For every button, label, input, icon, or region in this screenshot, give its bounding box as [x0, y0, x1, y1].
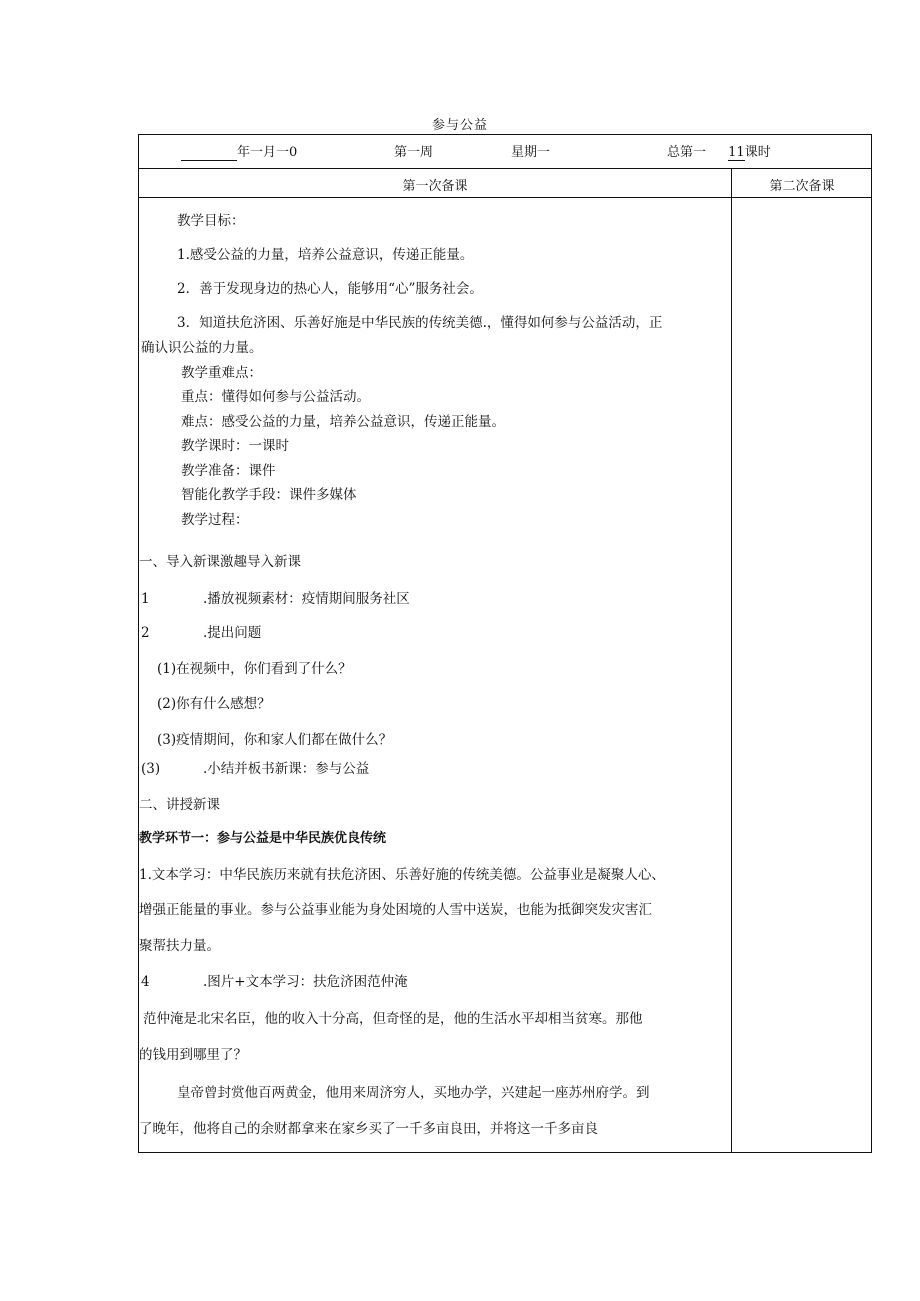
- column-divider: [731, 169, 732, 1152]
- row-divider: [139, 197, 871, 198]
- text-line: 教学目标：: [177, 213, 245, 229]
- section-heading-bold: 教学环节一：参与公益是中华民族优良传统: [139, 831, 387, 846]
- row-divider: [139, 168, 871, 169]
- text-line: 皇帝曾封赏他百两黄金，他用来周济穷人，买地办学，兴建起一座苏州府学。到: [177, 1085, 650, 1101]
- text-line: (1)在视频中，你们看到了什么？: [157, 661, 352, 677]
- text-line: 2 .提出问题: [141, 625, 262, 641]
- week-field: 第一周: [394, 145, 434, 160]
- text-line: 智能化教学手段：课件多媒体: [181, 487, 357, 503]
- text-line: 教学过程：: [181, 512, 249, 528]
- text-line: (2)你有什么感想？: [157, 696, 271, 712]
- text-line: 教学准备：课件: [181, 463, 276, 479]
- text-line: 的钱用到哪里了？: [139, 1047, 247, 1063]
- text-line: 难点：感受公益的力量，培养公益意识，传递正能量。: [181, 414, 505, 430]
- text-line: (3)疫情期间，你和家人们都在做什么？: [157, 732, 393, 748]
- lesson-plan-table: [138, 134, 872, 1153]
- text-line: 3．知道扶危济困、乐善好施是中华民族的传统美德.，懂得如何参与公益活动，正: [177, 315, 663, 331]
- text-line: 聚帮扶力量。: [139, 938, 220, 954]
- weekday-field: 星期一: [511, 145, 551, 160]
- date-blank: [181, 145, 237, 161]
- text-line: 1 .播放视频素材：疫情期间服务社区: [141, 591, 410, 607]
- text-line: 了晚年，他将自己的余财都拿来在家乡买了一千多亩良田，并将这一千多亩良: [139, 1121, 598, 1137]
- text-line: 2．善于发现身边的热心人，能够用“心”服务社会。: [177, 281, 483, 297]
- text-line: (3) .小结并板书新课：参与公益: [141, 761, 370, 777]
- text-line: 增强正能量的事业。参与公益事业能为身处困境的人雪中送炭，也能为抵御突发灾害汇: [139, 902, 652, 918]
- section-heading: 一、导入新课激趣导入新课: [139, 554, 301, 570]
- text-line: 确认识公益的力量。: [141, 340, 263, 356]
- first-prep-header: 第一次备课: [402, 179, 468, 194]
- text-line: 4 .图片+文本学习：扶危济困范仲淹: [141, 974, 408, 990]
- text-line: 重点：懂得如何参与公益活动。: [181, 389, 370, 405]
- total-lessons-field: 总第一 11课时: [667, 145, 771, 160]
- total-lessons-number: 11: [728, 145, 745, 160]
- text-line: 教学重难点：: [181, 365, 262, 381]
- text-line: 教学课时：一课时: [181, 438, 289, 454]
- date-field: 年一月一0: [181, 141, 297, 161]
- text-line: 1.感受公益的力量，培养公益意识，传递正能量。: [177, 247, 474, 263]
- section-heading: 二、讲授新课: [139, 797, 220, 813]
- text-line: 范仲淹是北宋名臣，他的收入十分高，但奇怪的是，他的生活水平却相当贫寒。那他: [143, 1011, 643, 1027]
- document-title: 参与公益: [431, 118, 488, 133]
- second-prep-header: 第二次备课: [769, 179, 835, 194]
- text-line: 1.文本学习：中华民族历来就有扶危济困、乐善好施的传统美德。公益事业是凝聚人心、: [139, 867, 665, 883]
